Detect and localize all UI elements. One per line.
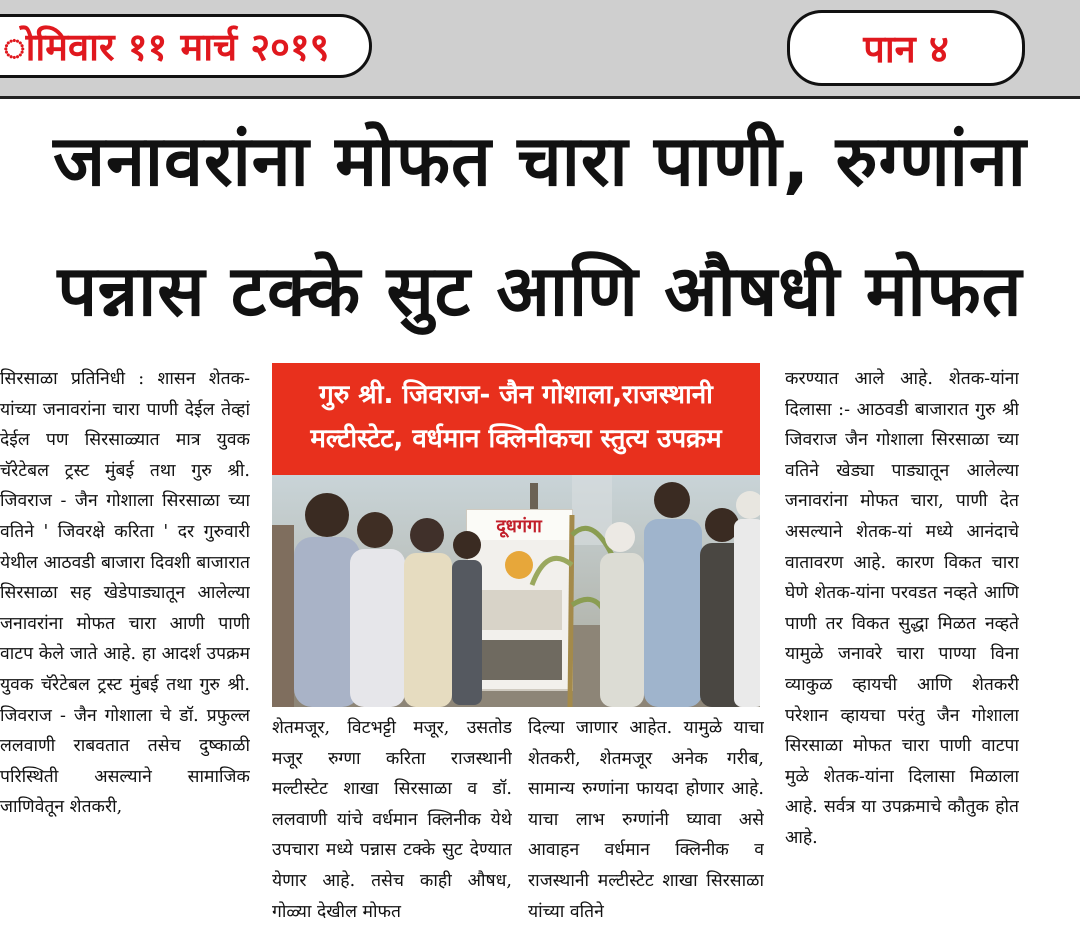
page-number: पान ४ [787,10,1025,86]
photo-illustration [272,475,760,707]
banner-line-2: मल्टीस्टेट, वर्धमान क्लिनीकचा स्तुत्य उपक्रम [310,424,722,454]
board-sign-text: दूधगंगा [496,516,542,537]
article-text-3: दिल्या जाणार आहेत. यामुळे याचा शेतकरी, शेतमजूर अनेक गरीब, सामान्य रुग्णांना फायदा होणार आहे. याचा लाभ रुग्णांनी घ्यावा असे आवाहन वर्धमान क्लिनीक व राजस्थानी मल्टीस्टेट शाखा सिरसाळा यांच्या वतिने [528,718,764,922]
header-band [0,0,1080,99]
subheadline-banner [272,363,760,475]
issue-date: ोमिवार ११ मार्च २०१९ [0,14,372,78]
banner-line-1: गुरु श्री. जिवराज- जैन गोशाला,राजस्थानी [319,380,713,410]
article-text-1: सिरसाळा प्रतिनिधी : शासन शेतक-यांच्या जनावरांना चारा पाणी देईल तेव्हां देईल पण सिरसाळ्यात मात्र युवक चॅरेटेबल ट्रस्ट मुंबई तथा गुरु श्री. जिवराज - जैन गोशाला सिरसाळा च्या वतिने ' जिवरक्षे करिता ' दर गुरुवारी येथील आठवडी बाजारा दिवशी बाजारात सिरसाळा सह खेडेपाड्यातून आलेल्या जनावरांना मोफत चारा आणी पाणी वाटप केले जाते आहे. हा आदर्श उपक्रम युवक चॅरेटेबल ट्रस्ट मुंबई तथा गुरु श्री. जिवराज - जैन गोशाला चे डॉ. प्रफुल्ल ललवाणी राबवतात तसेच दुष्काळी परिस्थिती असल्याने सामाजिक जाणिवेतून शेतकरी, [0,369,250,818]
headline-line-2: पन्नास टक्के सुट आणि औषधी मोफत [57,250,1023,332]
article-column-2 [272,713,512,931]
headline-line-1: जनावरांना मोफत चारा पाणी, रुग्णांना [53,120,1027,202]
article-column-1 [0,364,250,932]
article-text-4: करण्यात आले आहे. शेतक-यांना दिलासा :- आठवडी बाजारात गुरु श्री जिवराज जैन गोशाला सिरसाळा च्या वतिने खेड्या पाड्यातून आलेल्या जनावरांना मोफत चारा, पाणी देत असल्याने शेतक-यां मध्ये आनंदाचे वातावरण आहे. कारण विकत चारा घेणे शेतक-यांना परवडत नव्हते आणि पाणी तर विकत सुद्धा मिळत नव्हते यामुळे जनावरे चारा पाण्या विना व्याकुळ व्हायची आणि शेतकरी परेशान व्हायचा परंतु जैन गोशाला सिरसाळा मोफत चारा पाणी वाटपा मुळे शेतक-यांना दिलासा मिळाला आहे. सर्वत्र या उपक्रमाचे कौतुक होत आहे. [785,369,1019,848]
news-photo [272,475,760,707]
article-column-3 [528,713,764,931]
article-text-2: शेतमजूर, विटभट्टी मजूर, उसतोड मजूर रुग्णा करिता राजस्थानी मल्टीस्टेट शाखा सिरसाळा व डॉ. ललवाणी यांचे वर्धमान क्लिनीक येथे उपचारा मध्ये पन्नास टक्के सुट देण्यात येणार आहे. तसेच काही औषध, गोळ्या देखील मोफत [272,718,512,922]
article-column-4 [785,364,1019,932]
